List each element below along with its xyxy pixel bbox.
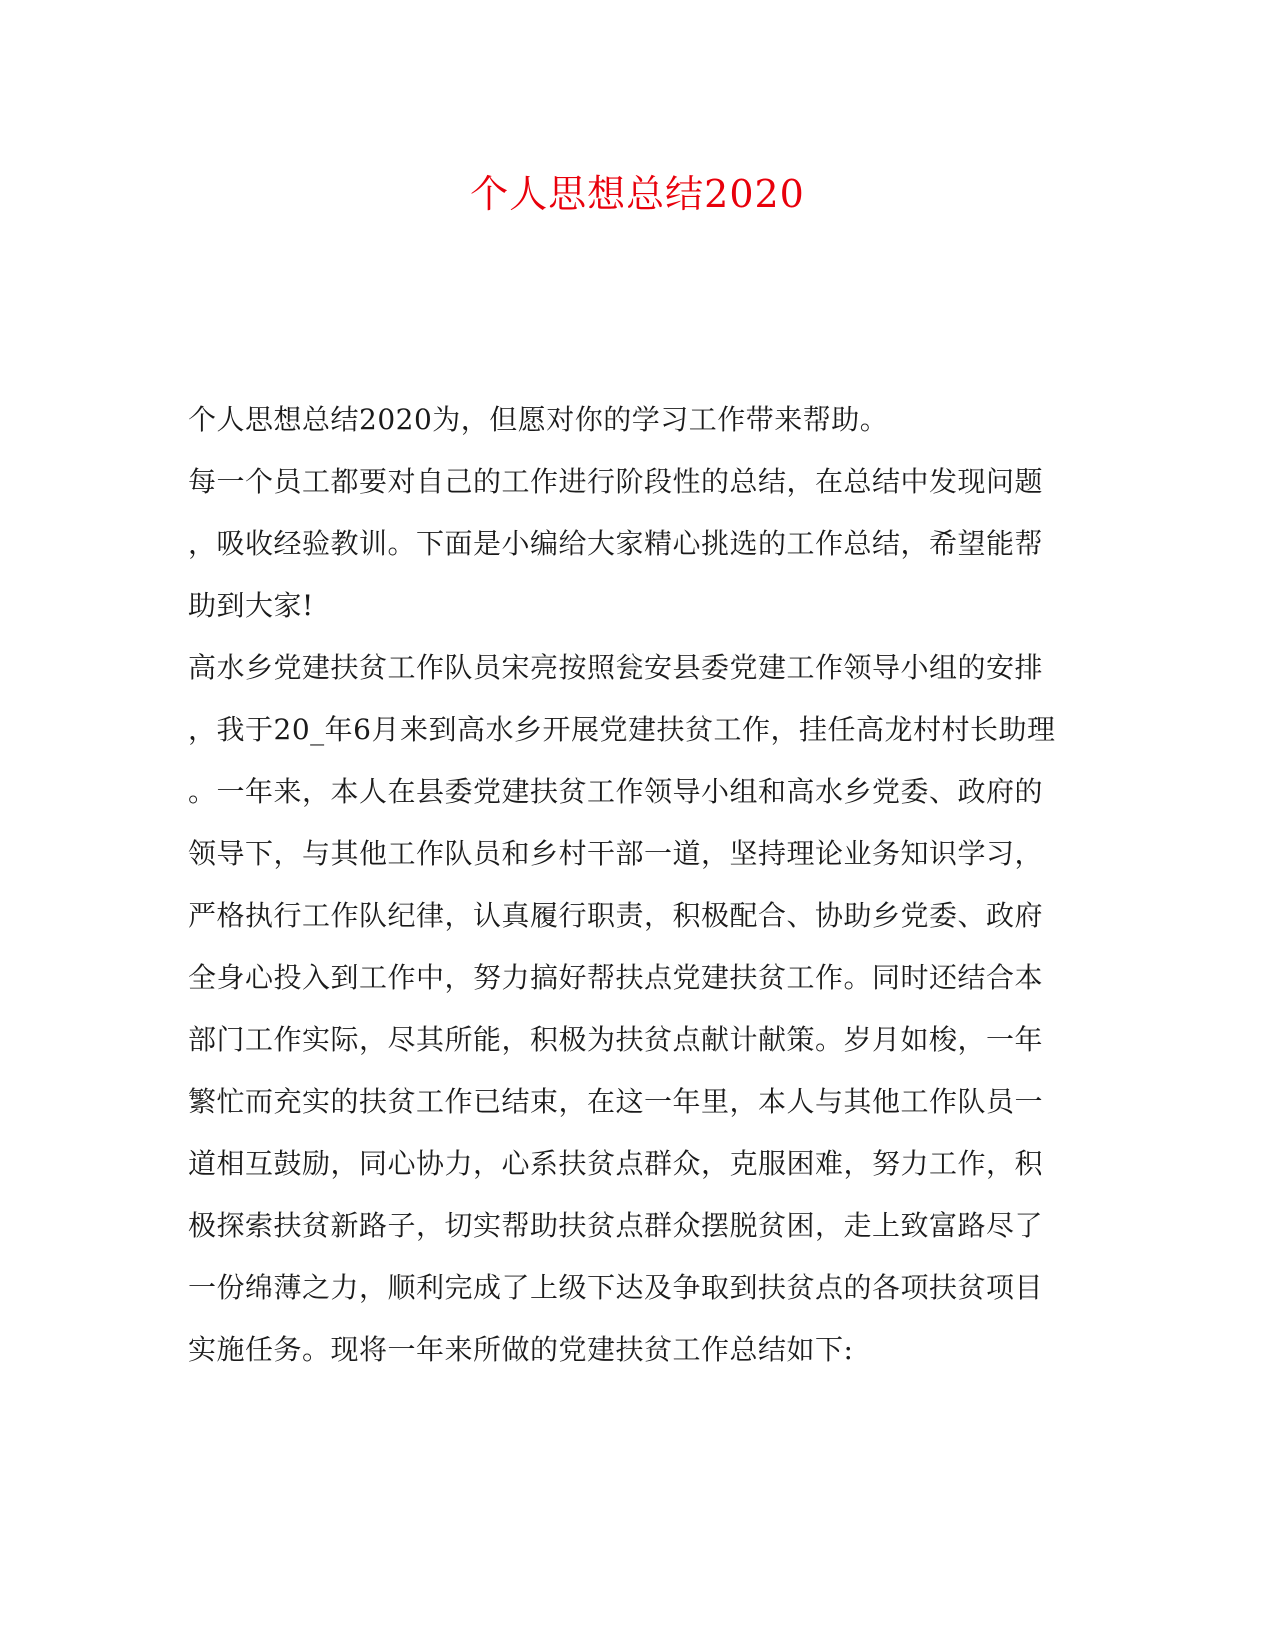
body-line: 。一年来，本人在县委党建扶贫工作领导小组和高水乡党委、政府的 <box>188 775 1044 808</box>
body-line: 严格执行工作队纪律，认真履行职责，积极配合、协助乡党委、政府 <box>188 899 1044 932</box>
body-line: 道相互鼓励，同心协力，心系扶贫点群众，克服困难，努力工作，积 <box>188 1147 1044 1180</box>
body-line: 实施任务。现将一年来所做的党建扶贫工作总结如下: <box>188 1333 854 1366</box>
body-line: 助到大家! <box>188 589 314 622</box>
body-line: ，我于20_年6月来到高水乡开展党建扶贫工作，挂任高龙村村长助理 <box>188 713 1056 746</box>
body-line: 个人思想总结2020为，但愿对你的学习工作带来帮助。 <box>188 403 889 436</box>
body-line: 极探索扶贫新路子，切实帮助扶贫点群众摆脱贫困，走上致富路尽了 <box>188 1209 1044 1242</box>
body-line: 每一个员工都要对自己的工作进行阶段性的总结，在总结中发现问题 <box>188 465 1044 498</box>
body-line: 一份绵薄之力，顺利完成了上级下达及争取到扶贫点的各项扶贫项目 <box>188 1271 1044 1304</box>
body-line: 繁忙而充实的扶贫工作已结束，在这一年里，本人与其他工作队员一 <box>188 1085 1044 1118</box>
document-title: 个人思想总结2020 <box>470 172 805 216</box>
body-line: 领导下，与其他工作队员和乡村干部一道，坚持理论业务知识学习， <box>188 837 1044 870</box>
body-line: 高水乡党建扶贫工作队员宋亮按照瓮安县委党建工作领导小组的安排 <box>188 651 1044 684</box>
body-line: 全身心投入到工作中，努力搞好帮扶点党建扶贫工作。同时还结合本 <box>188 961 1044 994</box>
body-line: 部门工作实际，尽其所能，积极为扶贫点献计献策。岁月如梭，一年 <box>188 1023 1044 1056</box>
body-line: ，吸收经验教训。下面是小编给大家精心挑选的工作总结，希望能帮 <box>188 527 1044 560</box>
